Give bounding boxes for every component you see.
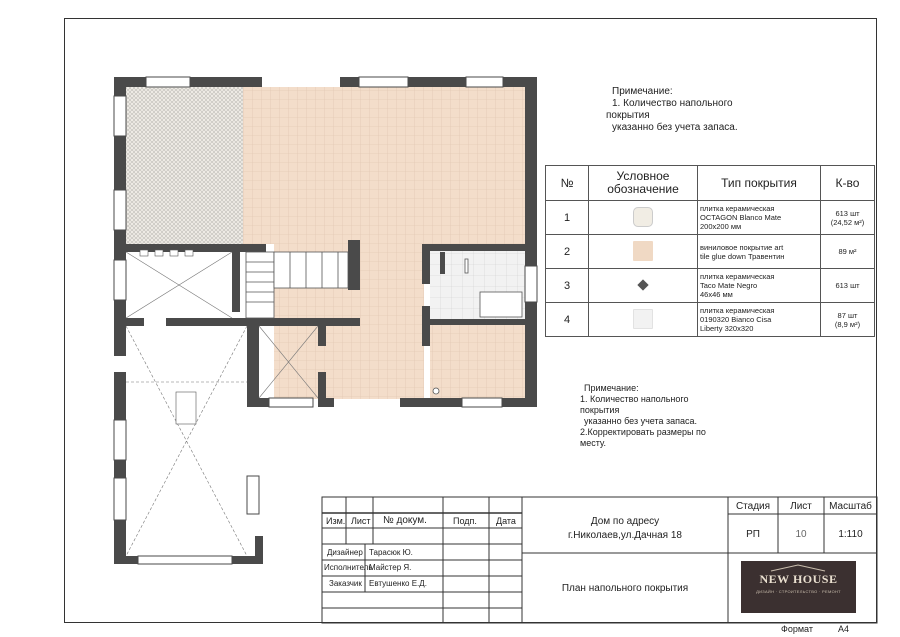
- logo-name: NEW HOUSE: [759, 572, 838, 586]
- legend-desc-line: 46х46 мм: [700, 290, 733, 299]
- legend-desc-line: Taco Mate Negro: [700, 281, 758, 290]
- legend-qty-line: 89 м²: [838, 247, 857, 256]
- legend-header-num: №: [546, 166, 589, 201]
- note-bottom-line2: покрытия: [580, 405, 620, 415]
- legend-desc-line: 0190320 Bianco Cisa: [700, 315, 772, 324]
- tb-client-name: Евтушенко Е.Д.: [369, 579, 427, 588]
- tb-executor-label: Исполнитель: [324, 563, 373, 572]
- sheet-value: 10: [795, 529, 807, 540]
- note-top-line2: покрытия: [606, 110, 650, 121]
- tb-col-list: Лист: [351, 516, 371, 526]
- note-bottom-line1: 1. Количество напольного: [580, 394, 689, 404]
- legend-qty-line: (8,9 м²): [834, 319, 861, 329]
- stage-value: РП: [746, 529, 760, 540]
- sheet-title: План напольного покрытия: [561, 583, 689, 594]
- note-top-line1: 1. Количество напольного: [612, 98, 733, 109]
- legend-desc-line: OCTAGON Blanco Mate: [700, 213, 782, 222]
- format-label: Формат: [781, 624, 813, 634]
- note-bottom-title: Примечание:: [584, 383, 639, 393]
- tb-designer-name: Тарасюк Ю.: [369, 548, 413, 557]
- legend-num: 1: [546, 201, 589, 235]
- legend-num: 2: [546, 235, 589, 269]
- address-line2: г.Николаев,ул.Дачная 18: [567, 530, 682, 541]
- legend-qty-line: (24,52 м²): [830, 217, 865, 227]
- legend-qty-line: 87 шт: [837, 310, 858, 320]
- legend-desc-line: tile glue down Травентин: [700, 251, 785, 261]
- tb-col-izm: Изм.: [326, 516, 346, 526]
- note-bottom-line4: 2.Корректировать размеры по: [580, 427, 706, 437]
- legend-num: 3: [546, 269, 589, 303]
- legend-qty-line: 613 шт: [835, 281, 860, 290]
- note-top-title: Примечание:: [612, 86, 673, 97]
- scale-value: 1:110: [838, 529, 863, 540]
- tb-col-sign: Подп.: [453, 516, 477, 526]
- roof-icon: [769, 564, 827, 572]
- legend-desc-line: плитка керамическая: [700, 306, 775, 315]
- legend-num: 4: [546, 303, 589, 337]
- legend-desc-line: плитка керамическая: [700, 272, 775, 281]
- note-bottom-line5: месту.: [580, 438, 607, 448]
- stage-label: Стадия: [735, 501, 771, 512]
- company-logo: [741, 561, 856, 613]
- legend-header-qty: К-во: [821, 166, 875, 201]
- note-bottom-line3: указанно без учета запаса.: [584, 416, 698, 426]
- legend-desc-line: 200х200 мм: [700, 222, 742, 231]
- logo-tagline: ДИЗАЙН · СТРОИТЕЛЬСТВО · РЕМОНТ: [756, 589, 841, 594]
- address-line1: Дом по адресу: [590, 516, 660, 527]
- legend-header-type: Тип покрытия: [698, 166, 821, 201]
- tb-col-doc: № докум.: [383, 515, 427, 526]
- format-value: А4: [838, 624, 850, 634]
- legend-header-symbol: Условное обозначение: [589, 166, 698, 201]
- note-top-line3: указанно без учета запаса.: [612, 122, 738, 133]
- tb-executor-name: Майстер Я.: [369, 563, 412, 572]
- sheet-label: Лист: [790, 501, 812, 512]
- legend-desc-line: плитка керамическая: [700, 204, 775, 213]
- legend-desc-line: Liberty 320х320: [700, 324, 754, 333]
- legend-qty-line: 613 шт: [835, 208, 860, 218]
- scale-label: Масштаб: [829, 501, 872, 512]
- tb-client-label: Заказчик: [329, 579, 362, 588]
- tb-designer-label: Дизайнер: [327, 548, 363, 557]
- legend-desc-line: виниловое покрытие art: [700, 242, 784, 252]
- tb-col-date: Дата: [496, 516, 516, 526]
